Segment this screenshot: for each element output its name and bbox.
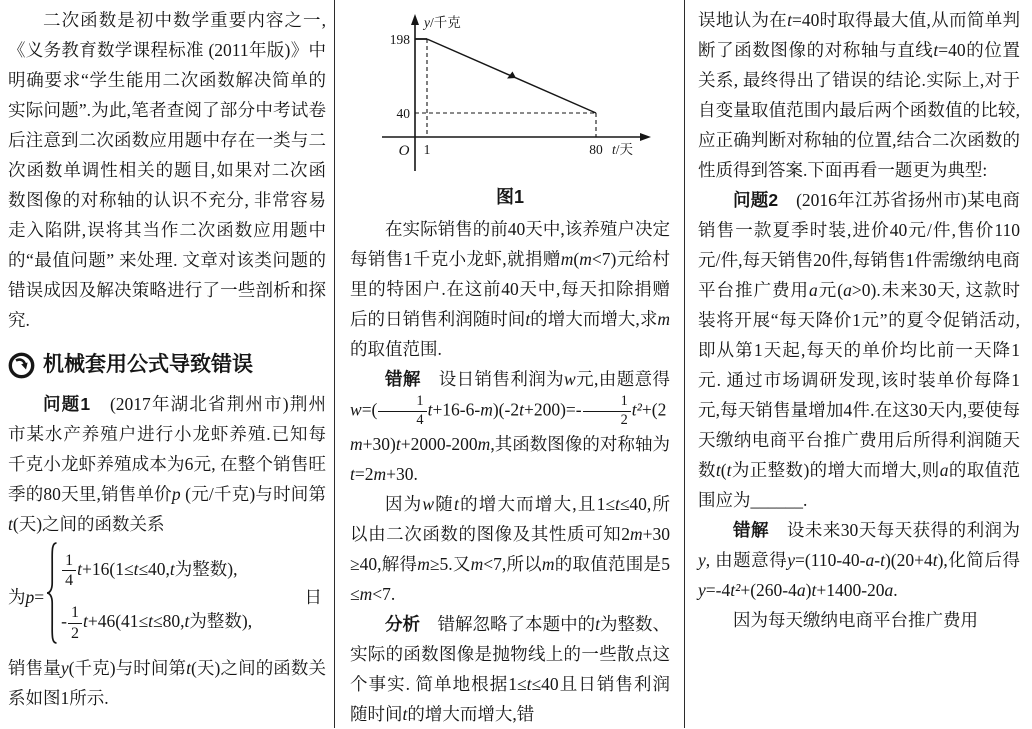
formula-lead: 为p= [8, 587, 45, 607]
wrong-solution-paragraph: 错解 设未来30天每天获得的利润为y, 由题意得y=(110-40-a-t)(20+4t),化简后得y=-4t²+(260-4a)t+1400-20a. [698, 520, 1021, 600]
after-formula-paragraph: 销售量y(千克)与时间第t(天)之间的函数关系如图1所示. [8, 658, 327, 708]
y-axis-arrow [411, 14, 419, 25]
paragraph: 因为每天缴纳电商平台推广费用 [733, 610, 978, 630]
formula-row-2: - $\frac{1}{2}$ t+46(41≤t≤80,t为整数), [61, 604, 253, 642]
tick-label-1: 1 [423, 142, 431, 157]
piecewise-formula [8, 544, 326, 650]
x-axis-arrow [640, 133, 651, 141]
column-1 [8, 0, 326, 713]
paragraph: 在实际销售的前40天中,该养殖户决定每销售1千克小龙虾,就捐赠m(m<7)元给村里的特困户.在这前40天中,每天扣除捐赠后的日销售利润随时间t的增大而增大,求m的取值范围. [350, 219, 671, 359]
formula-tail: 日 [304, 587, 322, 607]
analysis-paragraph: 分析 错解忽略了本题中的t为整数、实际的函数图像是抛物线上的一些散点这个事实. 简单地根据1≤t≤40且日销售利润随时间t的增大而增大,错 [350, 613, 670, 724]
paragraph: 因为w随t的增大而增大,且1≤t≤40,所以由二次函数的图像及其性质可知2m+30≥40,解得m≥5.又m<7,所以m的取值范围是5≤m<7. [350, 493, 670, 604]
figure-1-plot [360, 9, 660, 177]
circular-arrow-icon [8, 352, 35, 379]
figure-1 [360, 9, 660, 208]
formula-row-1: $\frac{1}{4}$ t+16(1≤t≤40,t为整数), [61, 552, 252, 590]
brace-glyph [45, 541, 58, 654]
problem1-paragraph: 问题1 (2017年湖北省荆州市)荆州市某水产养殖户进行小龙虾养殖.已知每千克小龙虾养殖成本为6元, 在整个销售旺季的80天里,销售单价p (元/千克)与时间第t(天)之间的函数关系 [8, 394, 327, 534]
column-3 [698, 0, 1020, 635]
section-header [8, 350, 326, 380]
y-axis-label: y/千克 [424, 15, 461, 30]
tick-label-80: 80 [589, 142, 603, 157]
column-2 [350, 0, 670, 729]
wrong-solution-paragraph: 错解 设日销售利润为w元,由题意得w=( $\frac{1}{4}$ t+16-6-m)(-2t+200)=- $\frac{1}{2}$ t²+(2m+30)t+2000-200m,其函数图像的对称轴为t=2m+30. [350, 369, 671, 484]
section-title: 机械套用公式导致错误 [43, 353, 253, 376]
x-axis-label: t/天 [612, 142, 634, 157]
tick-label-40: 40 [396, 106, 410, 121]
origin-label: O [398, 143, 410, 159]
column-divider-1 [334, 0, 335, 728]
intro-paragraph: 二次函数是初中数学重要内容之一,《义务教育数学课程标准 (2011年版)》中明确要求“学生能用二次函数解决简单的实际问题”.为此,笔者查阅了部分中考试卷后注意到二次函数应用题中存在一类与二次函数单调性相关的题目,如果对二次函数图像的对称轴的认识不充分, 非常容易走入陷阱,误将其当作二次函数应用题中的“最值问题” 来处理. 文章对该类问题的错误成因及解决策略进行了一些剖析和探究. [8, 10, 326, 330]
tick-label-198: 198 [389, 32, 410, 47]
figure-caption: 图1 [495, 187, 524, 207]
paragraph: 误地认为在t=40时取得最大值,从而简单判断了函数图像的对称轴与直线t=40的位置关系, 最终得出了错误的结论.实际上,对于自变量取值范围内最后两个函数值的比较,应正确判断对称轴的位置,结合二次函数的性质得到答案.下面再看一题更为典型: [698, 10, 1021, 180]
problem2-paragraph: 问题2 (2016年江苏省扬州市)某电商销售一款夏季时装,进价40元/件,售价110元/件,每天销售20件,每销售1件需缴纳电商平台推广费用a元(a>0).未来30天, 这款时装将开展“每天降价1元”的夏令促销活动,即从第1天起,每天的单价均比前一天降1元. 通过市场调研发现,该时装单价每降1元,每天销售量增加4件.在这30天内,要使每天缴纳电商平台推广费用后所得利润随天数t(t为正整数)的增大而增大,则a的取值范围应为______. [698, 190, 1021, 510]
column-divider-2 [684, 0, 685, 728]
